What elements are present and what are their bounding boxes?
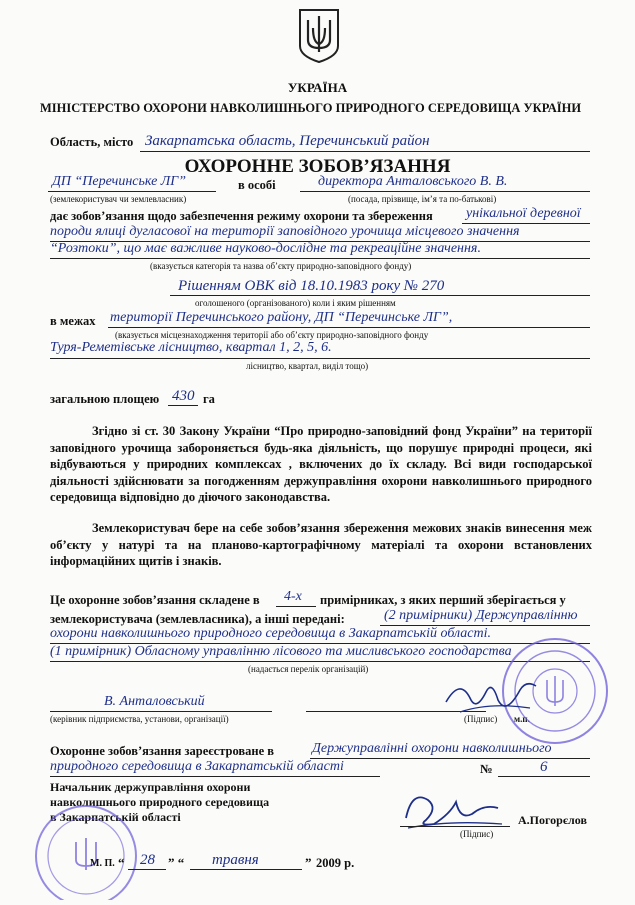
copies-text-1: Це охоронне зобов’язання складене в — [50, 593, 260, 607]
ministry-stamp-icon — [30, 800, 142, 900]
decision-caption: оголошеного (організованого) коли і яким рішенням — [195, 298, 396, 308]
area-unit: га — [203, 392, 215, 406]
obligation-value-1: унікальної деревної — [466, 206, 581, 221]
date-day: 28 — [140, 852, 155, 868]
registration-value-2: природного середовища в Закарпатській області — [50, 759, 344, 774]
copies-recipient-2: охорони навколишнього природного середовища в Закарпатській області. — [50, 626, 491, 641]
date-quote-close: ” “ — [168, 855, 185, 870]
chief-name: А.Погорєлов — [518, 813, 587, 827]
copies-count: 4-х — [284, 589, 302, 604]
manager-signature-icon — [440, 672, 540, 720]
land-user-caption: (землекористувач чи землевласник) — [50, 194, 187, 204]
obligation-value-3: “Розтоки”, що має важливе науково-дослідне та рекреаційне значення. — [50, 241, 481, 256]
country-heading: УКРАЇНА — [287, 80, 348, 95]
location-caption-2: лісництво, квартал, виділ тощо) — [246, 361, 369, 371]
person-caption: (посада, прізвище, ім’я та по-батькові) — [348, 194, 497, 204]
obligation-value-2: породи ялиці дугласової на території заповідного урочища місцевого значення — [50, 224, 520, 239]
location-value-1: території Перечинського району, ДП “Перечинське ЛГ”, — [110, 310, 453, 325]
obligation-label: дає зобов’язання щодо забезпечення режиму охорони та збереження — [50, 209, 433, 223]
chief-title-1: Начальник держуправління охорони — [50, 780, 251, 794]
date-quote-open: “ — [118, 855, 125, 870]
location-caption: (вказується місцезнаходження території або об’єкту природно-заповідного фонду — [115, 330, 429, 340]
copies-text-2: примірниках, з яких перший зберігається у — [320, 593, 566, 607]
chief-title-2: навколишнього природного середовища — [50, 795, 270, 809]
registration-number: 6 — [540, 759, 548, 775]
date-quote-end: ” — [305, 855, 312, 870]
area-value: 430 — [172, 388, 195, 404]
date-month: травня — [212, 852, 259, 868]
decision-value: Рішенням ОВК від 18.10.1983 року № 270 — [178, 278, 445, 294]
registration-number-label: № — [480, 762, 493, 776]
manager-sign-caption: (Підпис) — [464, 714, 498, 724]
in-person-label: в особі — [238, 178, 276, 192]
date-year: 2009 р. — [316, 856, 355, 870]
land-user-value: ДП “Перечинське ЛГ” — [52, 174, 187, 189]
manager-caption: (керівник підприємства, установи, організації) — [50, 714, 229, 724]
date-mp: М. П. — [90, 858, 115, 869]
area-label: загальною площею — [50, 392, 160, 406]
region-value: Закарпатська область, Перечинський район — [145, 133, 430, 149]
location-value-2: Туря-Реметівське лісництво, квартал 1, 2, 5, 6. — [50, 340, 332, 355]
manager-mp: м.п. — [514, 714, 530, 724]
ministry-heading: МІНІСТЕРСТВО ОХОРОНИ НАВКОЛИШНЬОГО ПРИРОДНОГО СЕРЕДОВИЩА УКРАЇНИ — [40, 101, 582, 115]
law-paragraph: Згідно зі ст. 30 Закону України “Про природно-заповідний фонд України” на території заповідного урочища забороняється будь-яка діяльність, що порушує природні процеси, які відбуваються у природних комплексах , включених до їх складу. Всі види господарської діяльності здійснювати за погодженням держуправління охорони навколишнього природного середовища відповідно до діючого законодавства. — [50, 424, 592, 504]
coat-of-arms-icon — [296, 6, 342, 64]
person-value: директора Анталовського В. В. — [318, 174, 508, 189]
manager-name: В. Анталовський — [104, 694, 205, 709]
copies-recipient-3: (1 примірник) Обласному управлінню лісового та мисливського господарства — [50, 644, 512, 659]
chief-title-3: в Закарпатській області — [50, 810, 181, 824]
copies-caption: (надається перелік організацій) — [248, 664, 369, 674]
region-label: Область, місто — [50, 135, 134, 149]
obligation-caption: (вказується категорія та назва об’єкту природно-заповідного фонду) — [150, 261, 412, 271]
chief-sign-caption: (Підпис) — [460, 829, 494, 839]
boundary-paragraph: Землекористувач бере на себе зобов’язання збереження межових знаків винесення меж об’єкту у натурі та на планово-картографічному матеріалі та охорони встановлених інформаційних щитів і знаків. — [50, 521, 592, 568]
copies-text-3: землекористувача (землевласника), а інші передані: — [50, 612, 345, 626]
registration-label: Охоронне зобов’язання зареєстроване в — [50, 744, 275, 758]
copies-recipient-1: (2 примірники) Держуправлінню — [384, 608, 578, 623]
location-label: в межах — [50, 314, 96, 328]
registration-value-1: Держуправлінні охорони навколишнього — [312, 741, 552, 756]
document-title: ОХОРОННЕ ЗОБОВ’ЯЗАННЯ — [184, 156, 451, 177]
